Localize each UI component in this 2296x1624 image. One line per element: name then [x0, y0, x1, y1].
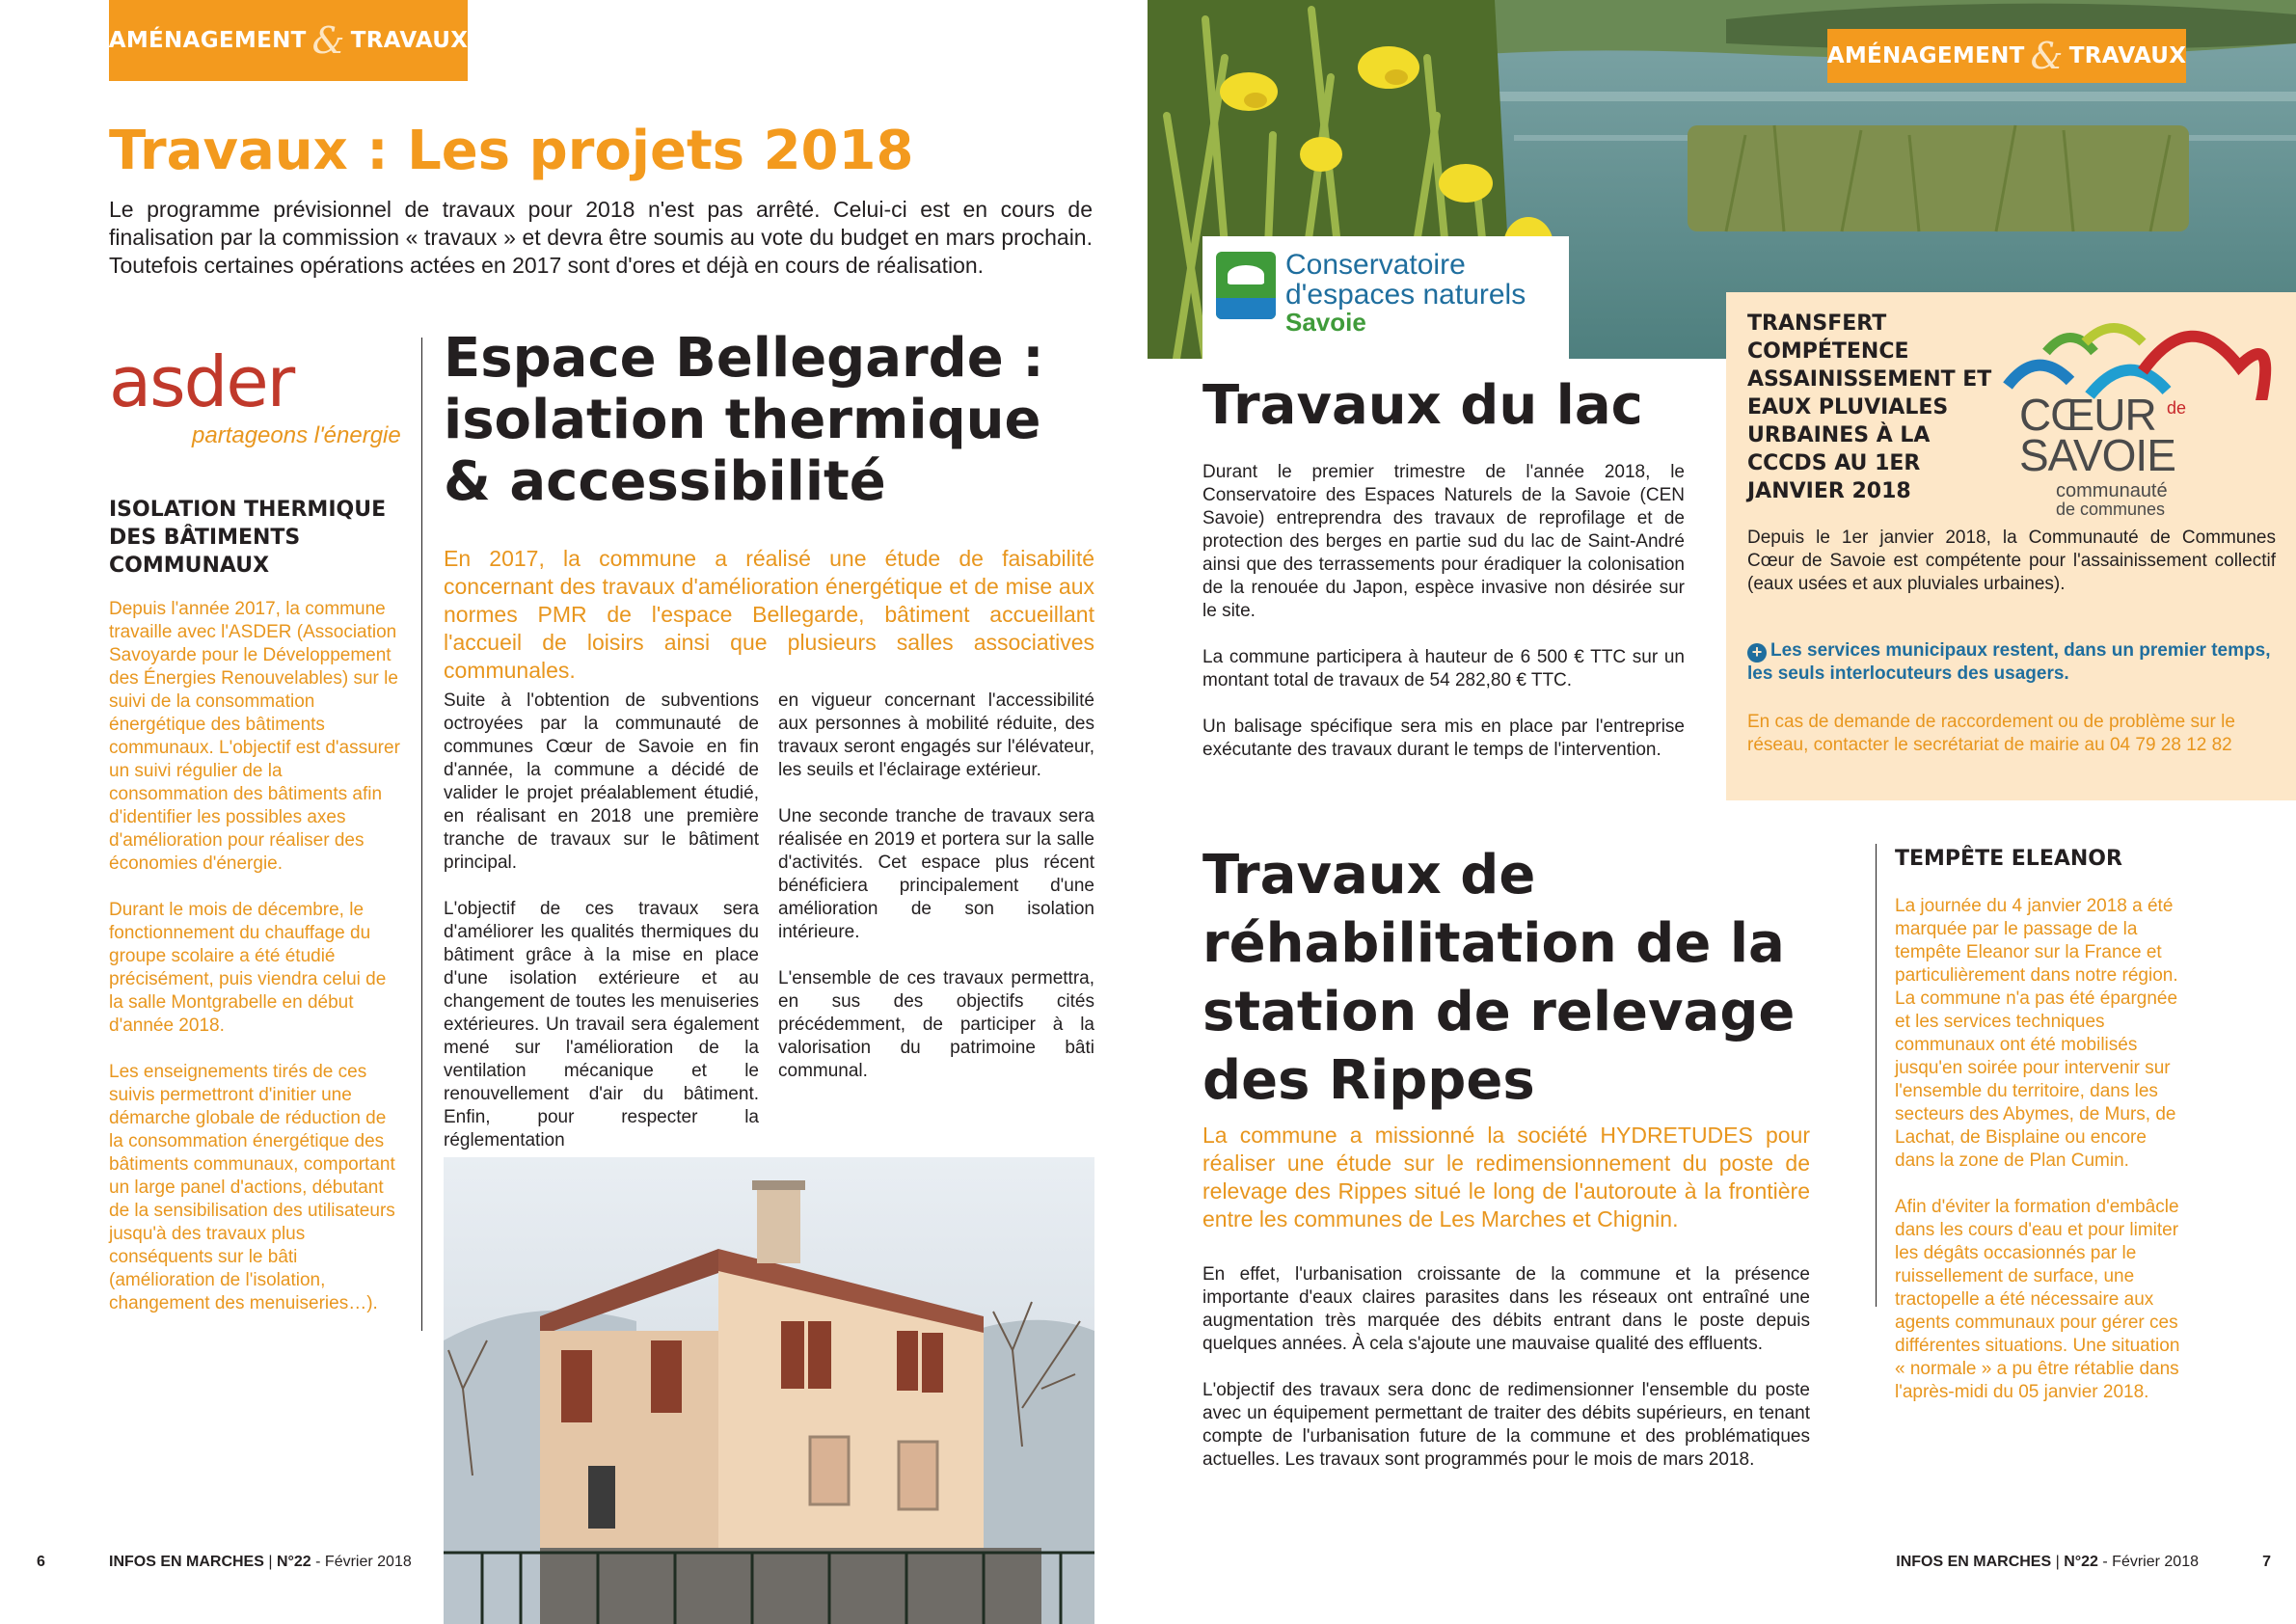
cen-logo [1202, 236, 1569, 359]
tempete-text: La journée du 4 janvier 2018 a été marquée par le passage de la tempête Eleanor sur la France et particulièrement dans notre région. La commune n'a pas été épargnée et les services techniques communaux ont été mobilisés jusqu'en soirée pour intervenir sur l'ensemble du territoire, dans les secteurs des Abymes, de Murs, de Lachat, de Bisplaine ou encore dans la zone de Plan Cumin. Afin d'éviter la formation d'embâcle dans les cours d'eau et pour limiter les dégâts occasionnés par le ruissellement de surface, une tractopelle a été nécessaire aux agents communaux pour gérer ces différentes situations. Une situation « normale » a pu être rétablie dans l'après-midi du 05 janvier 2018. [1895, 896, 2180, 1402]
section-tag-right: AMÉNAGEMENT & TRAVAUX [1827, 29, 2186, 83]
cen-logo-figure-icon [1228, 265, 1264, 284]
bellegarde-lead: En 2017, la commune a réalisé une étude de faisabilité concernant des travaux d'amélioration énergétique et de mise aux normes PMR de l'espace Bellegarde, bâtiment accueillant l'accueil de loisirs ainsi que plusieurs salles associatives communales. [444, 546, 1094, 683]
bellegarde-title: Espace Bellegarde : isolation thermique & accessibilité [444, 327, 1044, 513]
plus-circle-icon: + [1747, 643, 1767, 663]
transfert-heading: TRANSFERT COMPÉTENCE ASSAINISSEMENT ET EAUX PLUVIALES URBAINES À LA CCCDS AU 1ER JANVIER 2018 [1747, 311, 1992, 503]
coeur-de-savoie-arcs-icon [1998, 313, 2278, 400]
rippes-text: En effet, l'urbanisation croissante de la commune et la présence importante d'eaux claires parasites dans les réseaux ont entraîné une augmentation très marquée des débits entrant dans le poste depuis quelques années. À cela s'ajoute une mauvaise qualité des effluents. L'objectif des travaux sera donc de redimensionner l'ensemble du poste avec un équipement permettant de traiter des débits supérieurs, en tenant compte de l'urbanisation future de la commune et des problématiques actuelles. Les travaux sont programmés pour le mois de mars 2018. [1202, 1264, 1810, 1470]
date-right: - Février 2018 [2097, 1554, 2199, 1570]
lac-title: Travaux du lac [1202, 374, 1643, 437]
magazine-name-right: INFOS EN MARCHES [1896, 1554, 2052, 1570]
coeur-logo-line4: de communes [2056, 500, 2166, 519]
column-divider-left [421, 338, 422, 1331]
bellegarde-col1: Suite à l'obtention de subventions octroyées par la communauté de communes Cœur de Savoie en fin d'année, la commune a décidé de valider le projet préalablement étudié, en réalisant en 2018 une première tranche de travaux sur le bâtiment principal. L'objectif de ces travaux sera d'améliorer les qualités thermiques du bâtiment grâce à la mise en place d'une isolation extérieure et au changement de toutes les menuiseries extérieures. Un travail sera également mené sur l'amélioration de la ventilation mécanique et le renouvellement d'air du bâtiment. Enfin, pour respecter la réglementation [444, 690, 759, 1150]
magazine-name-left: INFOS EN MARCHES [109, 1554, 264, 1570]
coeur-de-savoie-logo [1998, 313, 2278, 519]
page-number-left: 6 [37, 1554, 45, 1570]
rippes-title: Travaux de réhabilitation de la station de relevage des Rippes [1202, 844, 1796, 1112]
lac-text: Durant le premier trimestre de l'année 2018, le Conservatoire des Espaces Naturels de la Savoie (CEN Savoie) entreprendra des travaux de reprofilage et de protection des berges en partie sud du lac de Saint-André ainsi que des terrassements pour éradiquer la colonisation de la renouée du Japon, espèce invasive non désirée sur le site. La commune participera à hauteur de 6 500 € TTC sur un montant total de travaux de 54 282,80 € TTC. Un balisage spécifique sera mis en place par l'entreprise exécutante des travaux durant le temps de l'intervention. [1202, 462, 1685, 760]
coeur-logo-line2: SAVOIE [2019, 430, 2175, 480]
footer-right: INFOS EN MARCHES | N°22 - Février 2018 7 [1896, 1554, 2271, 1570]
page-title: Travaux : Les projets 2018 [109, 120, 914, 182]
transfert-contact: En cas de demande de raccordement ou de problème sur le réseau, contacter le secrétariat de mairie au 04 79 28 12 82 [1747, 712, 2235, 755]
cen-logo-water-icon [1216, 298, 1276, 319]
cen-logo-text: Conservatoire d'espaces naturels Savoie [1285, 249, 1526, 337]
isolation-text: Depuis l'année 2017, la commune travaille avec l'ASDER (Association Savoyarde pour le Développement des Énergies Renouvelables) sur le suivi de la consommation énergétique des bâtiments communaux. L'objectif est d'assurer un suivi régulier de la consommation des bâtiments afin d'identifier les possibles axes d'amélioration pour réaliser des économies d'énergie. Durant le mois de décembre, le fonctionnement du chauffage du groupe scolaire a été étudié précisément, puis viendra celui de la salle Montgrabelle en début d'année 2018. Les enseignements tirés de ces suivis permettront d'initier une démarche globale de réduction de la consommation énergétique des bâtiments communaux, comportant un large panel d'actions, débutant de la sensibilisation des utilisateurs jusqu'à des travaux plus conséquents sur le bâti (amélioration de l'isolation, changement des menuiseries…). [109, 599, 400, 1313]
intro-text: Le programme prévisionnel de travaux pour 2018 n'est pas arrêté. Celui-ci est en cours de finalisation par la commission « travaux » et devra être soumis au vote du budget en mars prochain. Toutefois certaines opérations actées en 2017 sont d'ores et déjà en cours de réalisation. [109, 197, 1093, 278]
asder-logo-tagline: partageons l'énergie [192, 422, 401, 448]
section-tag-left: AMÉNAGEMENT & TRAVAUX [109, 0, 468, 81]
page-number-right: 7 [2262, 1554, 2271, 1570]
tempete-heading: TEMPÊTE ELEANOR [1895, 847, 2122, 871]
bellegarde-building-photo [444, 1157, 1094, 1624]
coeur-logo-line3: communauté [2056, 480, 2168, 501]
transfert-text: Depuis le 1er janvier 2018, la Communauté de Communes Cœur de Savoie est compétente pour l'assainissement collectif (eaux usées et aux pluviales urbaines). [1747, 528, 2276, 594]
transfert-highlight: + Les services municipaux restent, dans un premier temps, les seuls interlocuteurs des usagers. [1747, 640, 2271, 684]
transfert-box [1726, 292, 2296, 800]
asder-logo-name: asder [109, 341, 294, 422]
issue-right: N°22 [2064, 1554, 2098, 1570]
date-left: - Février 2018 [311, 1554, 412, 1570]
asder-logo [109, 341, 403, 463]
coeur-logo-de: de [2167, 398, 2187, 418]
issue-left: N°22 [276, 1554, 311, 1570]
column-divider-right [1876, 844, 1877, 1307]
coeur-logo-line1: CŒUR [2019, 390, 2156, 440]
cen-logo-mark [1216, 252, 1276, 319]
rippes-lead: La commune a missionné la société HYDRETUDES pour réaliser une étude sur le redimensionnement du poste de relevage des Rippes situé le long de l'autoroute à la frontière entre les communes de Les Marches et Chignin. [1202, 1123, 1810, 1232]
isolation-heading: ISOLATION THERMIQUE DES BÂTIMENTS COMMUNAUX [109, 498, 387, 578]
footer-left: 6 INFOS EN MARCHES | N°22 - Février 2018 [37, 1554, 412, 1570]
bellegarde-col2: en vigueur concernant l'accessibilité aux personnes à mobilité réduite, des travaux seront engagés sur l'élévateur, les seuils et l'éclairage extérieur. Une seconde tranche de travaux sera réalisée en 2019 et portera sur la salle d'activités. Cet espace plus récent bénéficiera principalement d'une amélioration de son isolation intérieure. L'ensemble de ces travaux permettra, en sus des objectifs cités précédemment, de participer à la valorisation du patrimoine bâti communal. [778, 690, 1094, 1081]
